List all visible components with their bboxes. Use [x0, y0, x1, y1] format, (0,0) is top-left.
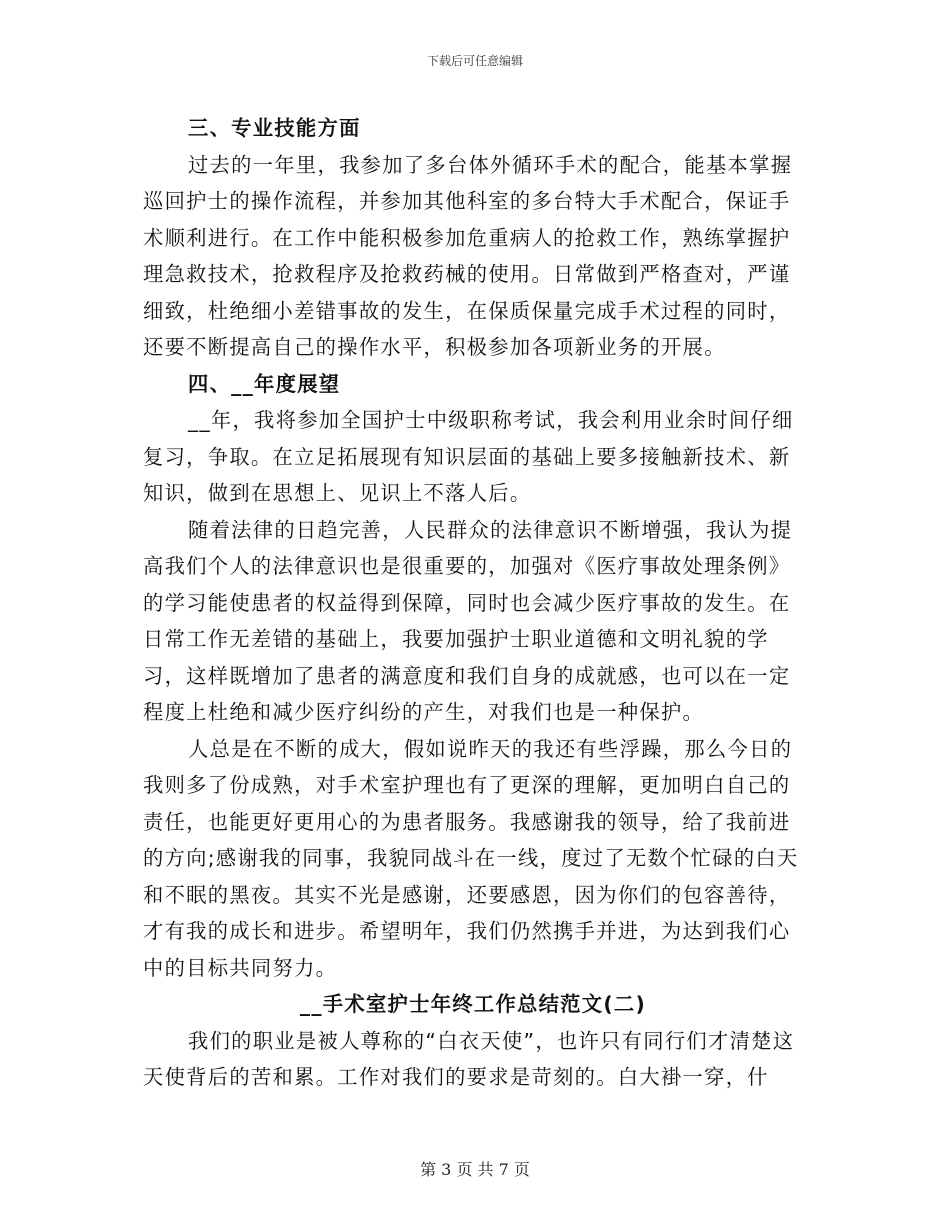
paragraph-law: 随着法律的日趋完善，人民群众的法律意识不断增强，我认为提高我们个人的法律意识也是很重要的，加强对《医疗事故处理条例》的学习能使患者的权益得到保障，同时也会减少医疗事故的发生。在日常工作无差错的基础上，我要加强护士职业道德和文明礼貌的学习，这样既增加了患者的满意度和我们自身的成就感，也可以在一定程度上杜绝和减少医疗纠纷的产生，对我们也是一种保护。 [143, 517, 793, 724]
document-subtitle: __手术室护士年终工作总结范文(二) [299, 992, 647, 1016]
section-heading-4: 四、__年度展望 [188, 371, 341, 396]
paragraph-profession: 我们的职业是被人尊称的“白衣天使”，也许只有同行们才清楚这天使背后的苦和累。工作对我们的要求是苛刻的。白大褂一穿，什 [143, 1028, 795, 1089]
section-heading-3: 三、专业技能方面 [188, 116, 361, 140]
page-header: 下载后可任意编辑 [426, 54, 523, 68]
document-body [143, 110, 803, 1096]
page-number: 第 3 页 共 7 页 [420, 1160, 530, 1179]
paragraph-outlook: __年，我将参加全国护士中级职称考试，我会利用业余时间仔细复习，争取。在立足拓展现有知识层面的基础上要多接触新技术、新知识，做到在思想上、见识上不落人后。 [143, 408, 794, 505]
paragraph-growth: 人总是在不断的成大，假如说昨天的我还有些浮躁，那么今日的我则多了份成熟，对手术室护理也有了更深的理解，更加明白自己的责任，也能更好更用心的为患者服务。我感谢我的领导，给了我前进的方向;感谢我的同事，我貌同战斗在一线，度过了无数个忙碌的白天和不眠的黑夜。其实不光是感谢，还要感恩，因为你们的包容善待，才有我的成长和进步。希望明年，我们仍然携手并进，为达到我们心中的目标共同努力。 [143, 736, 799, 980]
paragraph-skills: 过去的一年里，我参加了多台体外循环手术的配合，能基本掌握巡回护士的操作流程，并参加其他科室的多台特大手术配合，保证手术顺利进行。在工作中能积极参加危重病人的抢救工作，熟练掌握护理急救技术，抢救程序及抢救药械的使用。日常做到严格查对，严谨细致，杜绝细小差错事故的发生，在保质保量完成手术过程的同时，还要不断提高自己的操作水平，积极参加各项新业务的开展。 [143, 152, 793, 359]
